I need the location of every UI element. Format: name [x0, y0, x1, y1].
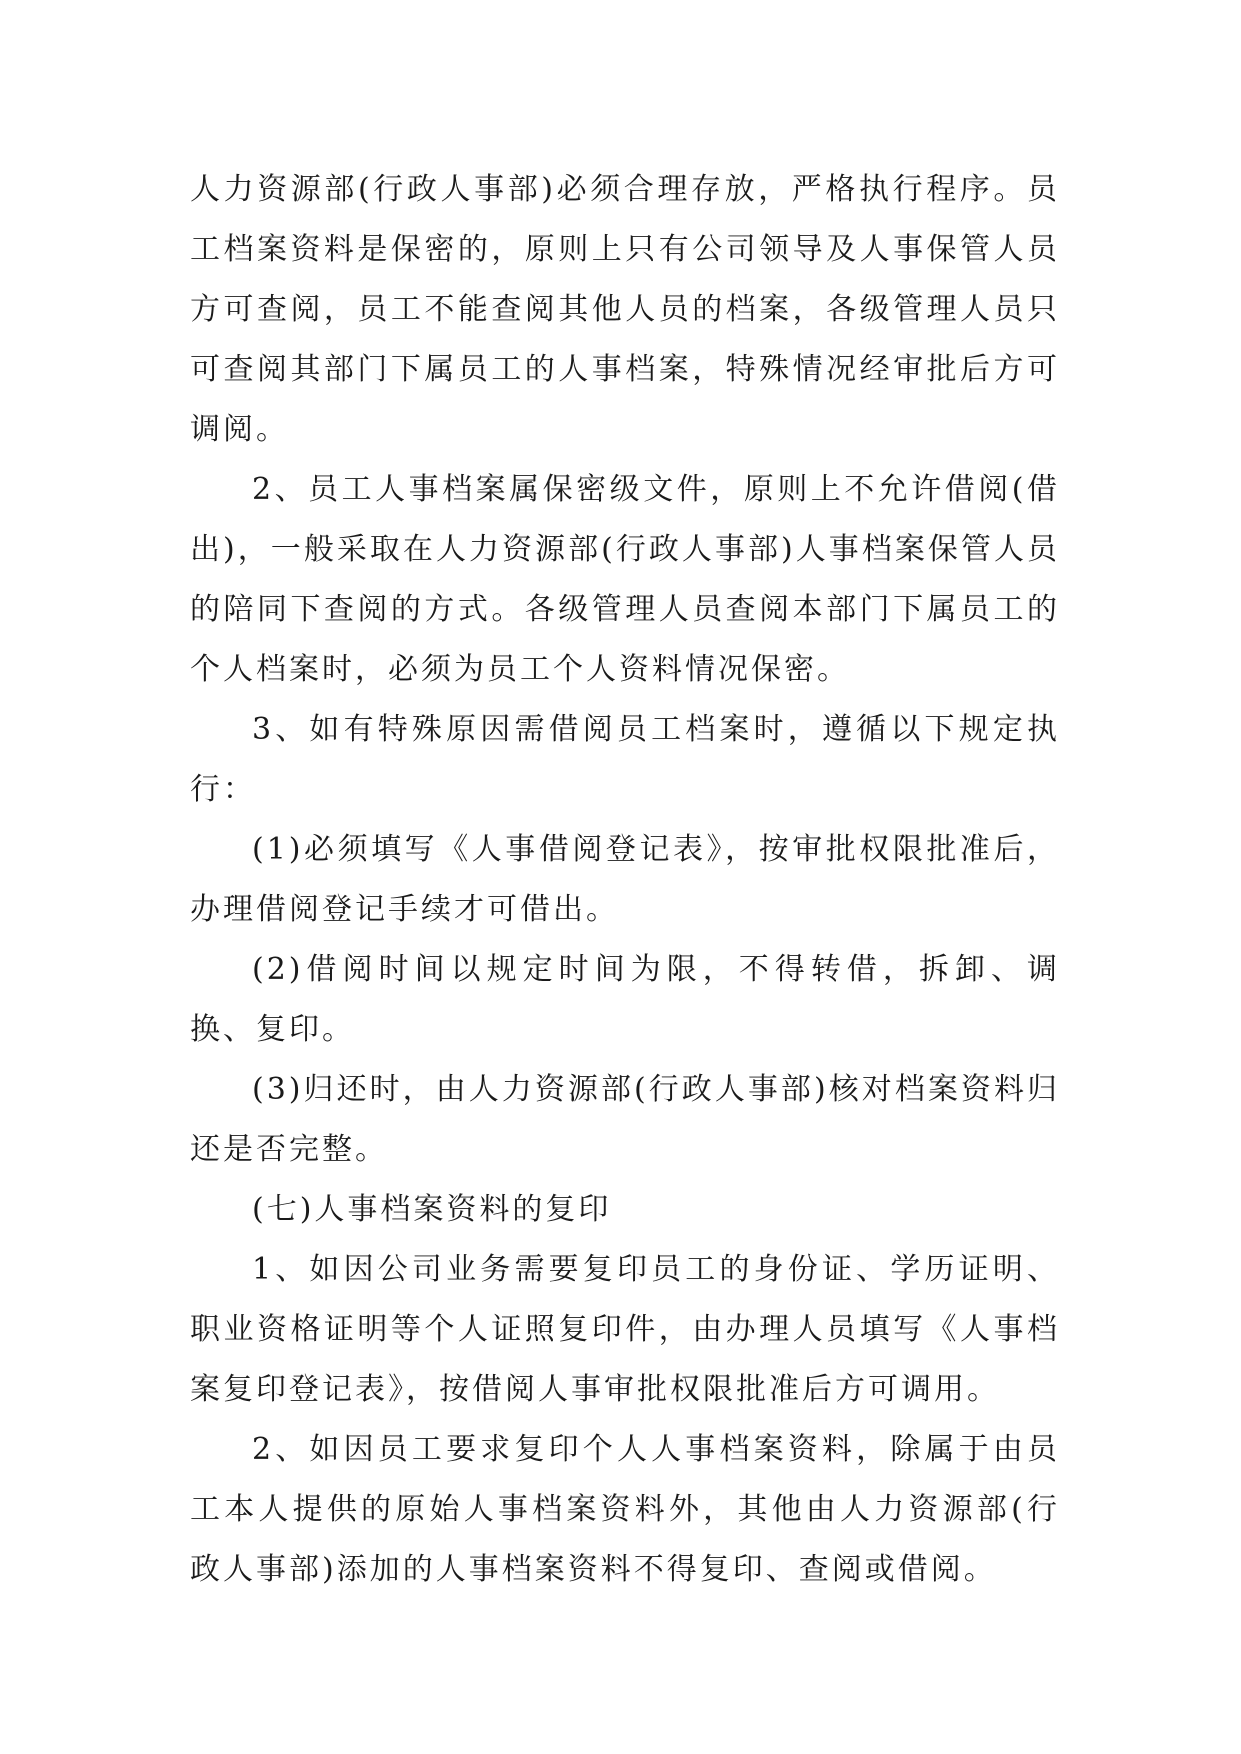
paragraph-subitem-1: (1)必须填写《人事借阅登记表》，按审批权限批准后，办理借阅登记手续才可借出。 — [190, 832, 1060, 927]
section-heading-7: (七)人事档案资料的复印 — [252, 1192, 612, 1227]
paragraph-item-2: 2、员工人事档案属保密级文件，原则上不允许借阅(借出)，一般采取在人力资源部(行政人事部)人事档案保管人员的陪同下查阅的方式。各级管理人员查阅本部门下属员工的个人档案时，必须为员工个人资料情况保密。 — [190, 472, 1060, 687]
paragraph-copy-item-1: 1、如因公司业务需要复印员工的身份证、学历证明、职业资格证明等个人证照复印件，由办理人员填写《人事档案复印登记表》，按借阅人事审批权限批准后方可调用。 — [190, 1252, 1060, 1407]
paragraph-item-3: 3、如有特殊原因需借阅员工档案时，遵循以下规定执行： — [190, 712, 1060, 807]
document-body — [190, 160, 1060, 1600]
paragraph-subitem-2: (2)借阅时间以规定时间为限，不得转借，拆卸、调换、复印。 — [190, 952, 1060, 1047]
paragraph-continuation: 人力资源部(行政人事部)必须合理存放，严格执行程序。员工档案资料是保密的，原则上只有公司领导及人事保管人员方可查阅，员工不能查阅其他人员的档案，各级管理人员只可查阅其部门下属员工的人事档案，特殊情况经审批后方可调阅。 — [190, 172, 1060, 447]
paragraph-copy-item-2: 2、如因员工要求复印个人人事档案资料，除属于由员工本人提供的原始人事档案资料外，其他由人力资源部(行政人事部)添加的人事档案资料不得复印、查阅或借阅。 — [190, 1432, 1060, 1587]
paragraph-subitem-3: (3)归还时，由人力资源部(行政人事部)核对档案资料归还是否完整。 — [190, 1072, 1060, 1167]
